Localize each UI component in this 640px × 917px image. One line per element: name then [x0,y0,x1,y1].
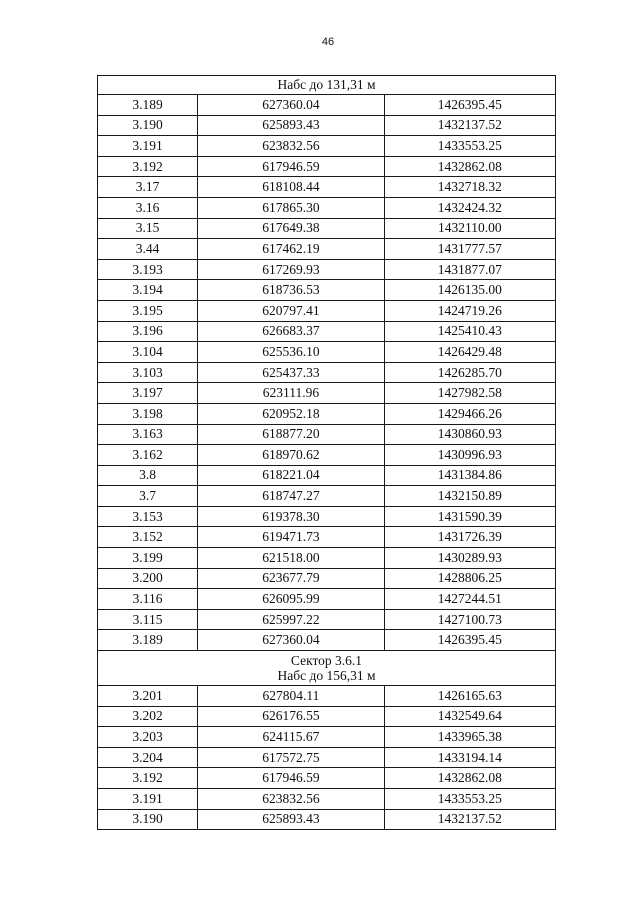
table-row [98,445,556,466]
table-row [98,136,556,157]
x-coordinate-cell: 627804.11 [198,686,384,707]
point-id-cell: 3.153 [98,506,198,527]
point-id-cell: 3.194 [98,280,198,301]
y-coordinate-cell: 1426285.70 [384,362,555,383]
y-coordinate-cell: 1433553.25 [384,136,555,157]
table-row [98,630,556,651]
x-coordinate-cell: 618970.62 [198,445,384,466]
table-row [98,727,556,748]
x-coordinate-cell: 619378.30 [198,506,384,527]
y-coordinate-cell: 1432718.32 [384,177,555,198]
point-id-cell: 3.203 [98,727,198,748]
point-id-cell: 3.115 [98,609,198,630]
x-coordinate-cell: 626095.99 [198,589,384,610]
y-coordinate-cell: 1432137.52 [384,115,555,136]
x-coordinate-cell: 619471.73 [198,527,384,548]
table-row [98,809,556,830]
table-row [98,280,556,301]
section-header [98,651,556,686]
y-coordinate-cell: 1431384.86 [384,465,555,486]
x-coordinate-cell: 618747.27 [198,486,384,507]
table-row [98,486,556,507]
x-coordinate-cell: 618221.04 [198,465,384,486]
y-coordinate-cell: 1426395.45 [384,630,555,651]
point-id-cell: 3.8 [98,465,198,486]
coordinates-table-body [98,76,556,830]
x-coordinate-cell: 625536.10 [198,342,384,363]
y-coordinate-cell: 1426165.63 [384,686,555,707]
point-id-cell: 3.17 [98,177,198,198]
section-header [98,76,556,95]
y-coordinate-cell: 1433553.25 [384,789,555,810]
point-id-cell: 3.152 [98,527,198,548]
table-row [98,589,556,610]
point-id-cell: 3.15 [98,218,198,239]
point-id-cell: 3.196 [98,321,198,342]
y-coordinate-cell: 1431726.39 [384,527,555,548]
x-coordinate-cell: 624115.67 [198,727,384,748]
point-id-cell: 3.16 [98,197,198,218]
point-id-cell: 3.202 [98,706,198,727]
table-row [98,95,556,116]
y-coordinate-cell: 1432110.00 [384,218,555,239]
x-coordinate-cell: 620952.18 [198,403,384,424]
y-coordinate-cell: 1431877.07 [384,259,555,280]
section-title-line: Набс до 131,31 м [277,77,376,92]
y-coordinate-cell: 1428806.25 [384,568,555,589]
point-id-cell: 3.7 [98,486,198,507]
x-coordinate-cell: 620797.41 [198,300,384,321]
table-row [98,197,556,218]
y-coordinate-cell: 1432862.08 [384,156,555,177]
table-row [98,259,556,280]
table-row [98,239,556,260]
x-coordinate-cell: 618877.20 [198,424,384,445]
y-coordinate-cell: 1426135.00 [384,280,555,301]
point-id-cell: 3.193 [98,259,198,280]
table-row [98,506,556,527]
x-coordinate-cell: 617946.59 [198,768,384,789]
x-coordinate-cell: 623832.56 [198,789,384,810]
point-id-cell: 3.190 [98,809,198,830]
point-id-cell: 3.190 [98,115,198,136]
table-row [98,609,556,630]
point-id-cell: 3.197 [98,383,198,404]
y-coordinate-cell: 1432137.52 [384,809,555,830]
x-coordinate-cell: 617865.30 [198,197,384,218]
x-coordinate-cell: 625997.22 [198,609,384,630]
y-coordinate-cell: 1431777.57 [384,239,555,260]
y-coordinate-cell: 1431590.39 [384,506,555,527]
x-coordinate-cell: 617946.59 [198,156,384,177]
point-id-cell: 3.191 [98,789,198,810]
table-row [98,403,556,424]
x-coordinate-cell: 623677.79 [198,568,384,589]
y-coordinate-cell: 1429466.26 [384,403,555,424]
point-id-cell: 3.192 [98,768,198,789]
y-coordinate-cell: 1432862.08 [384,768,555,789]
table-row [98,218,556,239]
section-title-line: Сектор 3.6.1 [290,653,363,669]
table-row [98,300,556,321]
table-row [98,465,556,486]
point-id-cell: 3.198 [98,403,198,424]
x-coordinate-cell: 618108.44 [198,177,384,198]
section-header-row [98,76,556,95]
x-coordinate-cell: 626683.37 [198,321,384,342]
point-id-cell: 3.201 [98,686,198,707]
point-id-cell: 3.104 [98,342,198,363]
y-coordinate-cell: 1432549.64 [384,706,555,727]
table-row [98,177,556,198]
point-id-cell: 3.189 [98,95,198,116]
x-coordinate-cell: 617462.19 [198,239,384,260]
x-coordinate-cell: 621518.00 [198,548,384,569]
point-id-cell: 3.189 [98,630,198,651]
point-id-cell: 3.199 [98,548,198,569]
y-coordinate-cell: 1430996.93 [384,445,555,466]
x-coordinate-cell: 618736.53 [198,280,384,301]
page-number: 46 [321,36,335,48]
coordinates-table [97,75,556,830]
y-coordinate-cell: 1427982.58 [384,383,555,404]
y-coordinate-cell: 1424719.26 [384,300,555,321]
y-coordinate-cell: 1433965.38 [384,727,555,748]
x-coordinate-cell: 625893.43 [198,809,384,830]
table-row [98,383,556,404]
table-row [98,115,556,136]
point-id-cell: 3.195 [98,300,198,321]
table-row [98,768,556,789]
table-row [98,568,556,589]
point-id-cell: 3.192 [98,156,198,177]
y-coordinate-cell: 1430289.93 [384,548,555,569]
table-row [98,789,556,810]
x-coordinate-cell: 623832.56 [198,136,384,157]
table-row [98,548,556,569]
x-coordinate-cell: 626176.55 [198,706,384,727]
point-id-cell: 3.162 [98,445,198,466]
y-coordinate-cell: 1433194.14 [384,747,555,768]
point-id-cell: 3.200 [98,568,198,589]
point-id-cell: 3.103 [98,362,198,383]
table-row [98,156,556,177]
table-row [98,342,556,363]
point-id-cell: 3.116 [98,589,198,610]
x-coordinate-cell: 617572.75 [198,747,384,768]
y-coordinate-cell: 1427244.51 [384,589,555,610]
table-row [98,686,556,707]
y-coordinate-cell: 1427100.73 [384,609,555,630]
x-coordinate-cell: 617269.93 [198,259,384,280]
x-coordinate-cell: 627360.04 [198,95,384,116]
x-coordinate-cell: 627360.04 [198,630,384,651]
y-coordinate-cell: 1432424.32 [384,197,555,218]
table-row [98,747,556,768]
point-id-cell: 3.163 [98,424,198,445]
y-coordinate-cell: 1426429.48 [384,342,555,363]
x-coordinate-cell: 623111.96 [198,383,384,404]
x-coordinate-cell: 617649.38 [198,218,384,239]
point-id-cell: 3.191 [98,136,198,157]
section-title-line: Набс до 156,31 м [277,668,376,684]
section-header-row [98,651,556,686]
x-coordinate-cell: 625437.33 [198,362,384,383]
table-row [98,706,556,727]
y-coordinate-cell: 1426395.45 [384,95,555,116]
table-row [98,362,556,383]
table-row [98,527,556,548]
y-coordinate-cell: 1430860.93 [384,424,555,445]
point-id-cell: 3.44 [98,239,198,260]
x-coordinate-cell: 625893.43 [198,115,384,136]
y-coordinate-cell: 1432150.89 [384,486,555,507]
table-row [98,424,556,445]
table-row [98,321,556,342]
point-id-cell: 3.204 [98,747,198,768]
y-coordinate-cell: 1425410.43 [384,321,555,342]
